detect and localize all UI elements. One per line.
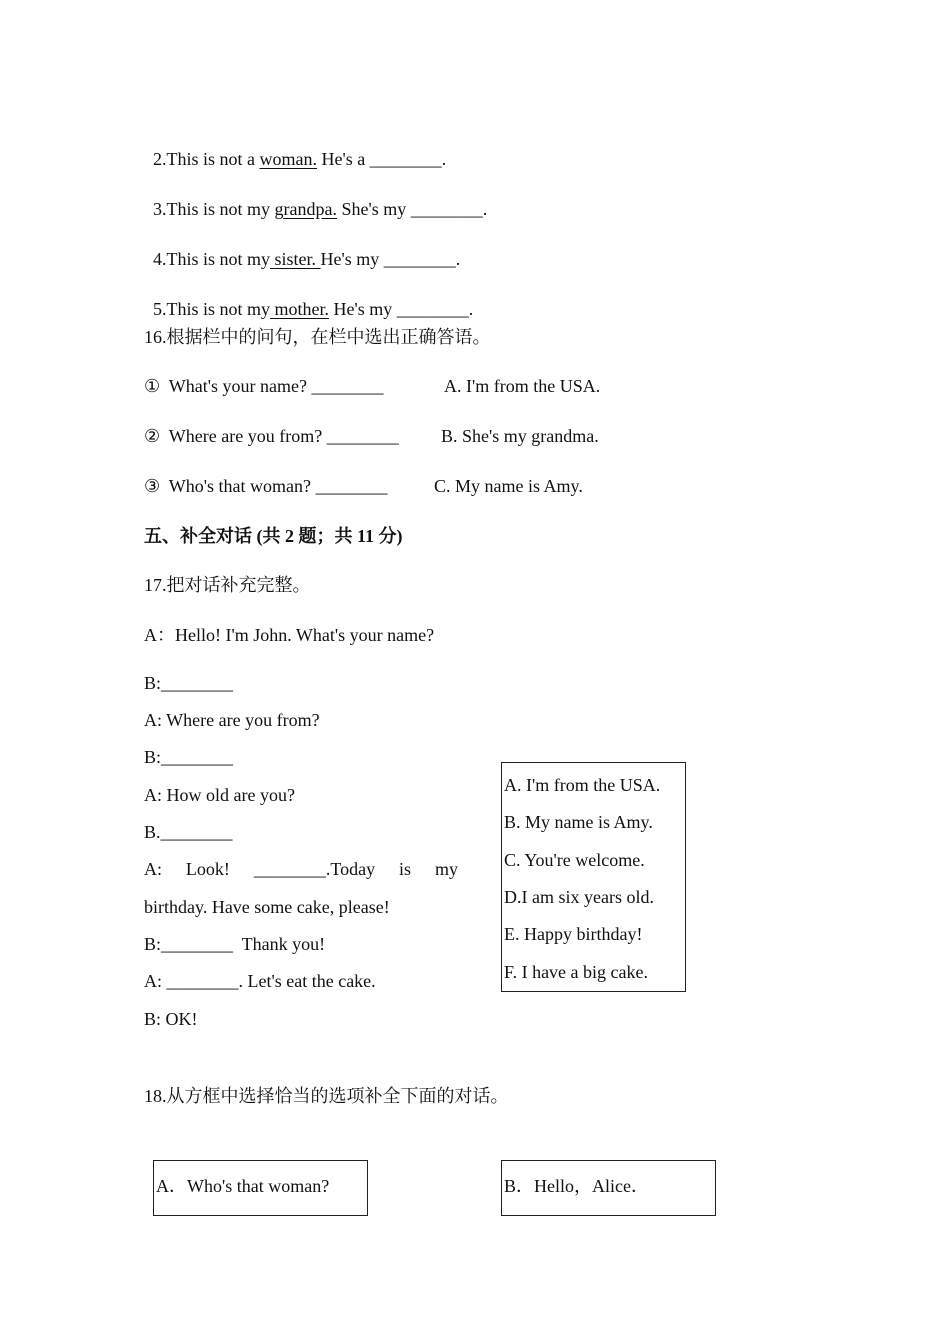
dialogue-line: B: OK! [144,1009,198,1029]
option-box-a [153,1160,368,1216]
q16-question-1: ① What's your name? ________ [144,376,384,396]
word: my [434,859,458,879]
word: A: [144,859,162,879]
question-18-title: 18.从方框中选择恰当的选项补全下面的对话。 [144,1086,509,1106]
question-16-title: 16.根据栏中的问句，在栏中选出正确答语。 [144,327,491,347]
exercise-line-2 [144,126,446,170]
sentence-text: This is not a [166,149,260,169]
option-b: B. My name is Amy. [504,812,653,832]
exercise-line-3 [144,176,487,220]
word: Look! [185,859,230,879]
sentence-text: He's my ________. [329,299,474,319]
dialogue-line-justified [144,858,458,880]
sentence-text: This is not my [166,299,271,319]
dialogue-line: birthday. Have some cake, please! [144,897,390,917]
sentence-text: He's my ________. [320,249,461,269]
dialogue-line: B:________ [144,747,234,767]
option-f: F. I have a big cake. [504,962,648,982]
item-number: 5. [153,299,167,319]
underlined-word: grandpa. [274,199,337,219]
q16-answer-b: B. She's my grandma. [441,426,599,446]
exercise-line-4 [144,226,460,270]
dialogue-line: A: Where are you from? [144,710,320,730]
exercise-line-5 [144,276,473,320]
q16-answer-c: C. My name is Amy. [434,476,583,496]
word: ________.Today [253,859,376,879]
option-d: D.I am six years old. [504,887,654,907]
dialogue-line: A: How old are you? [144,785,295,805]
sentence-text: This is not my [166,249,271,269]
question-17-title: 17.把对话补充完整。 [144,575,311,595]
item-number: 3. [153,199,167,219]
underlined-word: woman. [259,149,317,169]
q16-question-2: ② Where are you from? ________ [144,426,399,446]
dialogue-line: B:________ [144,673,234,693]
option-c: C. You're welcome. [504,850,645,870]
option-a-text: A．Who's that woman? [156,1176,330,1196]
sentence-text: He's a ________. [317,149,447,169]
sentence-text: She's my ________. [337,199,488,219]
dialogue-line: B:________ Thank you! [144,934,326,954]
dialogue-line: A: ________. Let's eat the cake. [144,971,376,991]
options-box [501,762,686,992]
option-e: E. Happy birthday! [504,924,643,944]
word: is [399,859,412,879]
sentence-text: This is not my [166,199,275,219]
option-box-b [501,1160,716,1216]
dialogue-line: B.________ [144,822,233,842]
item-number: 2. [153,149,167,169]
underlined-word: sister. [270,249,321,269]
dialogue-line: A：Hello! I'm John. What's your name? [144,625,435,645]
q16-answer-a: A. I'm from the USA. [444,376,601,396]
section-heading: 五、补全对话 (共 2 题；共 11 分) [144,526,403,546]
q16-question-3: ③ Who's that woman? ________ [144,476,388,496]
underlined-word: mother. [270,299,330,319]
option-b-text: B．Hello，Alice． [504,1176,649,1196]
item-number: 4. [153,249,167,269]
option-a: A. I'm from the USA. [504,775,661,795]
